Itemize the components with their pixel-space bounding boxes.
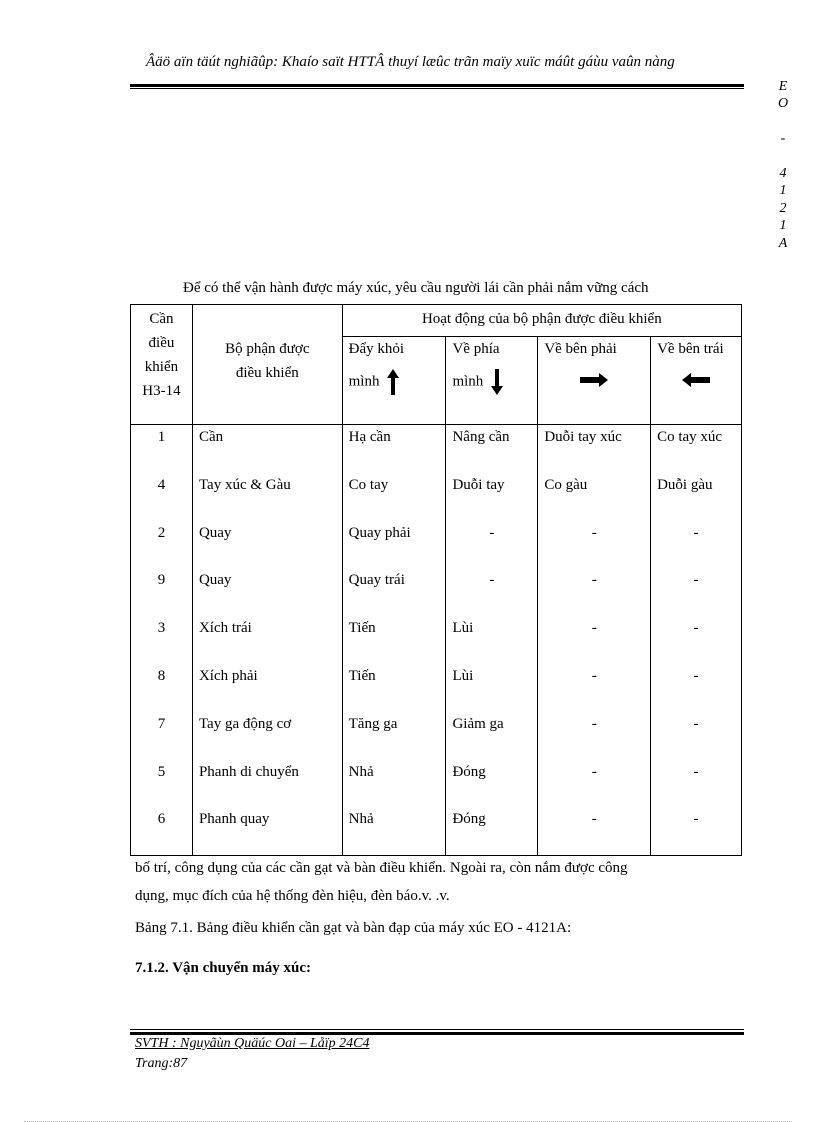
subhead-left: Về bên trái [651, 337, 742, 425]
arrow-up-icon [387, 369, 399, 395]
col-left-values: Co tay xúc Duỗi gàu - - - - - - - [651, 425, 742, 856]
col-right-values: Duỗi tay xúc Co gàu - - - - - - - [538, 425, 651, 856]
col-lever-values: 1 4 2 9 3 8 7 5 6 [131, 425, 193, 856]
col-part-values: Cần Tay xúc & Gàu Quay Quay Xích trái Xích phải Tay ga động cơ Phanh di chuyển Phanh quay [192, 425, 342, 856]
header-rule-thin [130, 88, 744, 89]
head-lever: Cần điều khiển H3-14 [131, 305, 193, 425]
subhead-right: Về bên phải [538, 337, 651, 425]
subhead-pull: Về phía mình [446, 337, 538, 425]
head-action-group: Hoạt động của bộ phận được điều khiển [342, 305, 741, 337]
page-footer: SVTH : Nguyãùn Quäúc Oai – Låïp 24C4 Trang:87 [135, 1036, 370, 1071]
intro-paragraph: Để có thể vận hành được máy xúc, yêu cầu người lái cần phải nắm vững cách [183, 280, 649, 296]
control-table [130, 304, 742, 856]
after-paragraph-line-2: dụng, mục đích của hệ thống đèn hiệu, đèn báo.v. .v. [135, 888, 450, 904]
footer-rule-thin [130, 1029, 744, 1030]
arrow-right-icon [580, 373, 608, 387]
section-heading: 7.1.2. Vận chuyển máy xúc: [135, 960, 311, 976]
head-part: Bộ phận được điều khiển [192, 305, 342, 425]
side-document-code: E O - 4 1 2 1 A [777, 79, 789, 251]
col-push-values: Hạ cần Co tay Quay phải Quay trái Tiến Tiến Tăng ga Nhả Nhả [342, 425, 446, 856]
after-paragraph-line-1: bố trí, công dụng của các cần gạt và bàn điều khiển. Ngoài ra, còn nắm được công [135, 860, 628, 876]
page-bottom-divider [24, 1121, 792, 1122]
arrow-down-icon [491, 369, 503, 395]
table-caption: Bảng 7.1. Bảng điều khiển cần gạt và bàn đạp của máy xúc EO - 4121A: [135, 920, 572, 936]
header-rule-thick [130, 84, 744, 87]
running-header: Âäö aïn täút nghiãûp: Khaío saït HTTÂ thuyí læûc trãn maïy xuïc máût gáùu vaûn nàng [146, 54, 675, 70]
arrow-left-icon [682, 373, 710, 387]
col-pull-values: Nâng cần Duỗi tay - - Lùi Lùi Giảm ga Đóng Đóng [446, 425, 538, 856]
subhead-push: Đẩy khỏi mình [342, 337, 446, 425]
table-body [131, 425, 742, 856]
